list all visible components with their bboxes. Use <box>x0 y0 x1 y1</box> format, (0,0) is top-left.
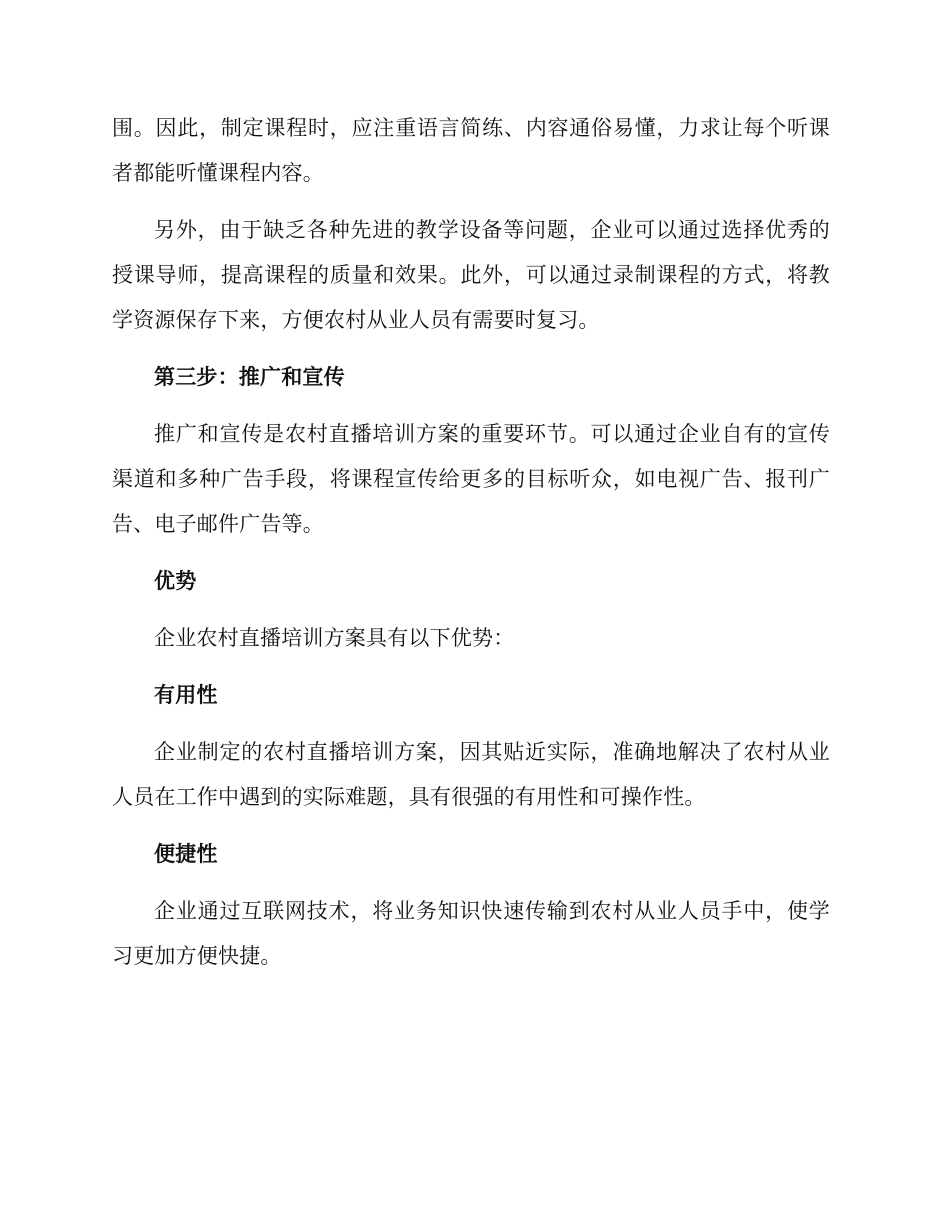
heading-convenience: 便捷性 <box>154 842 218 866</box>
heading-step-three: 第三步：推广和宣传 <box>154 365 345 389</box>
paragraph-convenience: 企业通过互联网技术，将业务知识快速传输到农村从业人员手中，使学习更加方便快捷。 <box>112 899 830 968</box>
paragraph-continued: 围。因此，制定课程时，应注重语言简练、内容通俗易懂，力求让每个听课者都能听懂课程内容。 <box>112 116 830 185</box>
heading-advantages: 优势 <box>154 569 197 593</box>
document-page <box>112 106 830 991</box>
paragraph-usefulness: 企业制定的农村直播培训方案，因其贴近实际，准确地解决了农村从业人员在工作中遇到的实际难题，具有很强的有用性和可操作性。 <box>112 740 830 809</box>
paragraph-promotion: 推广和宣传是农村直播培训方案的重要环节。可以通过企业自有的宣传渠道和多种广告手段，将课程宣传给更多的目标听众，如电视广告、报刊广告、电子邮件广告等。 <box>112 422 830 536</box>
paragraph-teaching-resources: 另外，由于缺乏各种先进的教学设备等问题，企业可以通过选择优秀的授课导师，提高课程的质量和效果。此外，可以通过录制课程的方式，将教学资源保存下来，方便农村从业人员有需要时复习。 <box>112 218 830 332</box>
heading-usefulness: 有用性 <box>154 683 218 707</box>
paragraph-advantages-intro: 企业农村直播培训方案具有以下优势： <box>154 626 515 650</box>
